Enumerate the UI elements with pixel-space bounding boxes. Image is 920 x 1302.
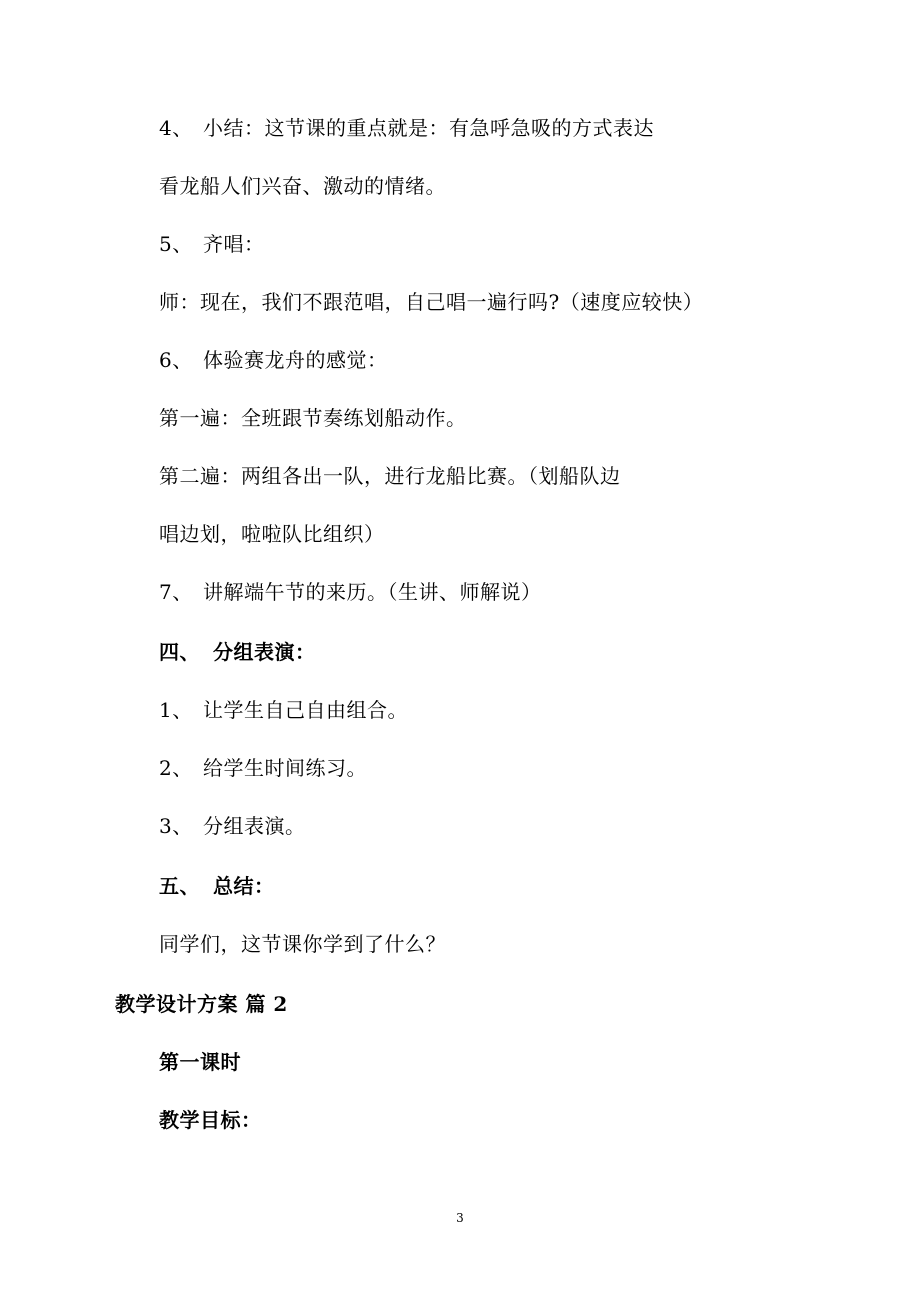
page-number: 3 [456,1211,464,1225]
list-text: 齐唱： [203,232,265,256]
list-number: 7、 [159,580,193,604]
list-text: 讲解端午节的来历。（生讲、师解说） [203,580,542,604]
list-item-sing-together [159,231,265,257]
list-number: 1、 [159,698,193,722]
list-item [159,697,408,723]
list-item-summary [159,115,654,141]
section-title: 总结： [213,874,275,898]
list-item [159,813,306,839]
list-item [159,755,367,781]
section-title: 分组表演： [213,640,316,664]
list-number: 4、 [159,116,193,140]
paragraph-line: 第一遍：全班跟节奏练划船动作。 [159,406,467,430]
section-heading-group-performance [159,639,316,665]
list-text: 给学生时间练习。 [203,756,367,780]
subheading-teaching-goals: 教学目标： [159,1108,262,1132]
list-number: 2、 [159,756,193,780]
list-number: 6、 [159,348,193,372]
section-number: 四、 [159,640,200,664]
section-heading-summary [159,873,275,899]
paragraph-line: 唱边划，啦啦队比组织） [159,522,385,546]
list-item-festival-origin [159,579,542,605]
list-text: 体验赛龙舟的感觉： [203,348,388,372]
paragraph-line: 师：现在，我们不跟范唱，自己唱一遍行吗?（速度应较快） [159,290,704,314]
list-number: 3、 [159,814,193,838]
list-text: 小结：这节课的重点就是：有急呼急吸的方式表达 [203,116,654,140]
paragraph-line: 第二遍：两组各出一队，进行龙船比赛。（划船队边 [159,464,621,488]
list-item-experience [159,347,388,373]
section-title-plan-2: 教学设计方案 篇 2 [115,992,288,1016]
paragraph-line: 同学们，这节课你学到了什么？ [159,932,446,956]
list-text: 让学生自己自由组合。 [203,698,408,722]
list-text: 分组表演。 [203,814,306,838]
subheading-first-lesson: 第一课时 [159,1050,241,1074]
paragraph-line: 看龙船人们兴奋、激动的情绪。 [159,174,446,198]
section-number: 五、 [159,874,200,898]
list-number: 5、 [159,232,193,256]
